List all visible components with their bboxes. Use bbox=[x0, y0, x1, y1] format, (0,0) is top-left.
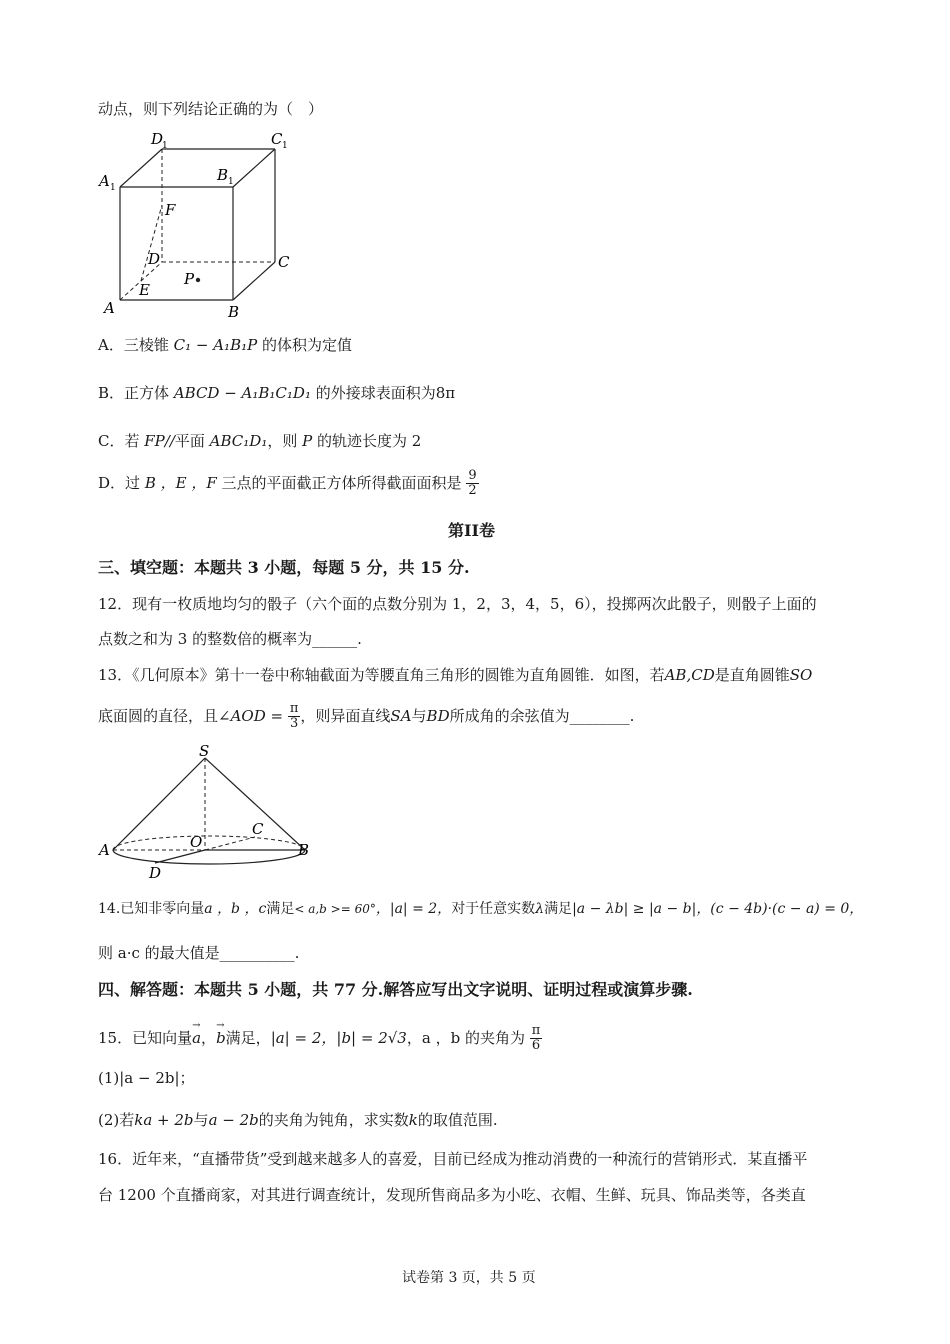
label-b: B bbox=[228, 303, 240, 320]
q13-line-2: 底面圆的直径，且∠AOD = $\frac{\pi}{3}$ ，则异面直线SA与BD所成角的余弦值为________. bbox=[98, 701, 635, 732]
label-p: P bbox=[184, 270, 195, 288]
page-footer: 试卷第 3 页，共 5 页 bbox=[402, 1270, 536, 1286]
q11-tail-text: 动点，则下列结论正确的为（ ） bbox=[98, 100, 324, 118]
option-d-fraction: $\frac{9}{2}$ bbox=[468, 468, 477, 499]
label-c1: C bbox=[271, 130, 283, 148]
q13-fraction: $\frac{\pi}{3}$ bbox=[289, 701, 299, 732]
q16-line-2: 台 1200 个直播商家，对其进行调查统计，发现所售商品多为小吃、衣帽、生鲜、玩具、饰品类等，各类直 bbox=[98, 1186, 806, 1204]
q12-line-1: 12．现有一枚质地均匀的骰子（六个面的点数分别为 1，2，3，4，5，6），投掷两次此骰子，则骰子上面的 bbox=[98, 595, 817, 613]
q15-part-2: (2)若ka + 2b与a − 2b的夹角为钝角，求实数k的取值范围. bbox=[98, 1111, 498, 1129]
svg-text:1: 1 bbox=[228, 177, 234, 187]
cone-label-o: O bbox=[190, 833, 203, 851]
svg-text:1: 1 bbox=[110, 183, 116, 193]
q16-line-1: 16．近年来，“直播带货”受到越来越多人的喜爱，目前已经成为推动消费的一种流行的营销形式．某直播平 bbox=[98, 1150, 808, 1168]
point-p-dot bbox=[196, 278, 200, 282]
cone-label-d: D bbox=[149, 864, 162, 882]
svg-text:1: 1 bbox=[162, 141, 168, 151]
label-f: F bbox=[165, 201, 176, 219]
section-2-title: 第II卷 bbox=[448, 521, 495, 540]
q13-line-1: 13．《几何原本》第十一卷中称轴截面为等腰直角三角形的圆锥为直角圆锥．如图，若AB,CD是直角圆锥SO bbox=[98, 666, 813, 684]
label-d: D bbox=[148, 250, 161, 268]
cone-figure bbox=[95, 742, 325, 882]
label-d1: D bbox=[151, 130, 164, 148]
svg-text:1: 1 bbox=[282, 141, 288, 151]
option-b: B．正方体 ABCD − A₁B₁C₁D₁ 的外接球表面积为8π bbox=[98, 384, 456, 402]
section-3-heading: 三、填空题：本题共 3 小题，每题 5 分，共 15 分. bbox=[98, 558, 470, 577]
section-4-heading: 四、解答题：本题共 5 小题，共 77 分.解答应写出文字说明、证明过程或演算步骤. bbox=[98, 980, 693, 999]
label-e: E bbox=[139, 281, 150, 299]
cone-label-b: B bbox=[298, 841, 310, 859]
label-b1: B bbox=[217, 166, 229, 184]
option-a: A．三棱锥 C₁ − A₁B₁P 的体积为定值 bbox=[98, 336, 352, 354]
option-d: D．过 B ，E ，F 三点的平面截正方体所得截面面积是 $\frac{9}{2}$ bbox=[98, 468, 477, 499]
q15-fraction: $\frac{\pi}{6}$ bbox=[531, 1023, 541, 1054]
q15-part-1: (1)|a − 2b|； bbox=[98, 1069, 195, 1087]
label-c: C bbox=[278, 253, 290, 271]
cone-label-c: C bbox=[252, 820, 264, 838]
label-a: A bbox=[104, 299, 115, 317]
q15-line-1: 15．已知向量→ a，→ b满足，|a| = 2，|b| = 2√3，a ，b 的夹角为 $\frac{\pi}{6}$ bbox=[98, 1024, 542, 1054]
label-a1: A bbox=[99, 172, 110, 190]
q14-line-2: 则 a·c 的最大值是__________. bbox=[98, 944, 300, 962]
cube-figure bbox=[95, 128, 305, 320]
cone-label-a: A bbox=[99, 841, 110, 859]
option-c: C．若 FP//平面 ABC₁D₁，则 P 的轨迹长度为 2 bbox=[98, 432, 422, 450]
q14-line-1: 14.已知非零向量a ，b ，c满足< a,b >= 60°，|a| = 2，对于任意实数λ满足|a − λb| ≥ |a − b|，(c − 4b)·(c − a) = 0， bbox=[98, 901, 864, 917]
q12-line-2: 点数之和为 3 的整数倍的概率为______. bbox=[98, 630, 362, 648]
cone-label-s: S bbox=[199, 742, 210, 760]
